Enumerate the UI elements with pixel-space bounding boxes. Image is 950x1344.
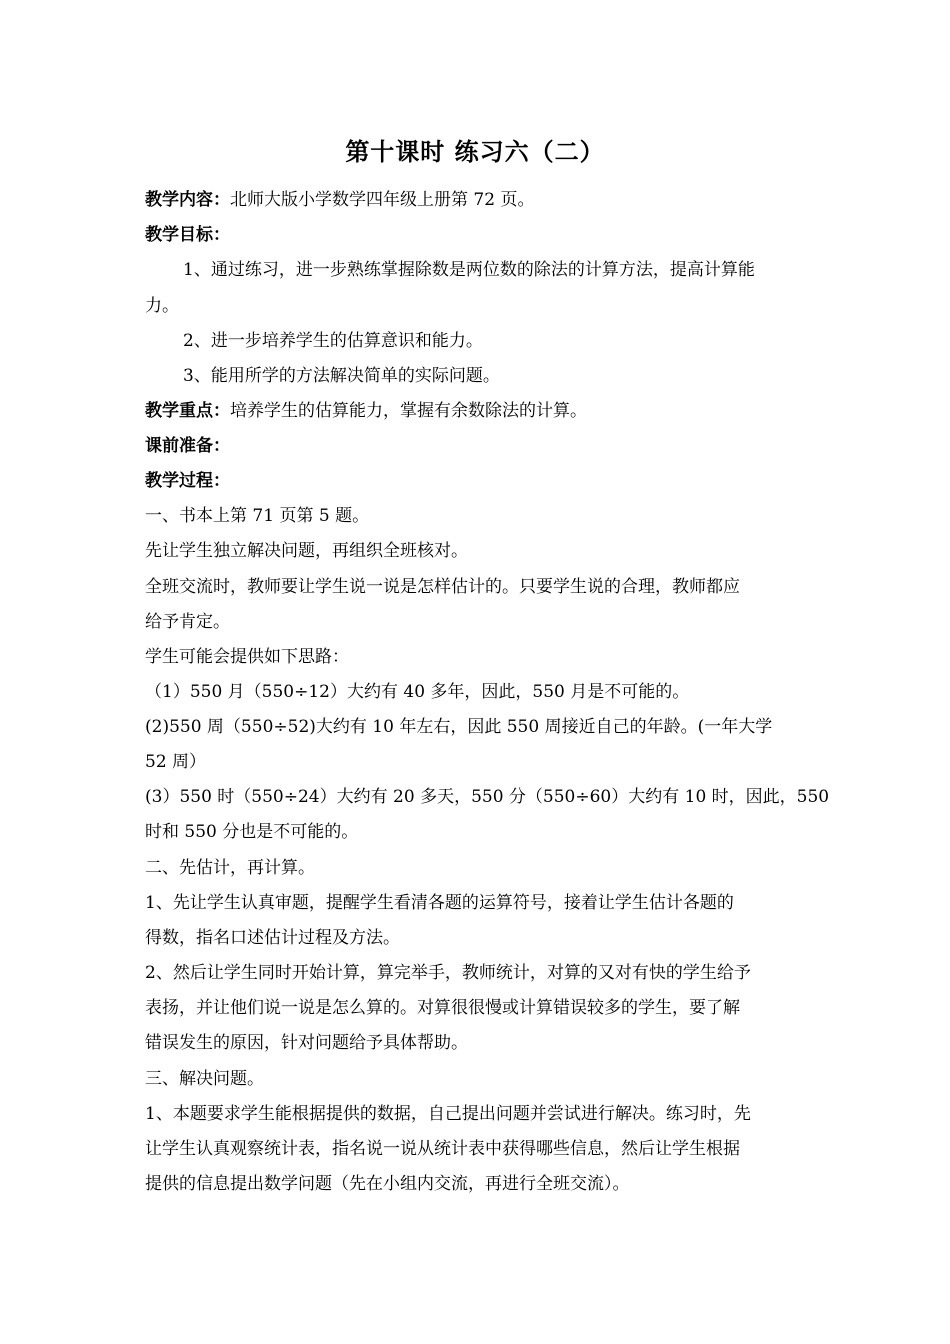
focus-text: 培养学生的估算能力，掌握有余数除法的计算。 (230, 401, 587, 421)
section-3-paragraph: 让学生认真观察统计表，指名说一说从统计表中获得哪些信息，然后让学生根据 (145, 1139, 740, 1159)
objective-1-line-2: 力。 (145, 296, 179, 316)
objectives-label: 教学目标： (145, 225, 230, 245)
focus-label: 教学重点： (145, 401, 230, 421)
section-3-paragraph: 1、本题要求学生能根据提供的数据，自己提出问题并尝试进行解决。练习时，先 (145, 1104, 751, 1124)
section-1-heading: 一、书本上第 71 页第 5 题。 (145, 506, 370, 526)
section-2-paragraph: 错误发生的原因，针对问题给予具体帮助。 (145, 1033, 468, 1053)
section-2-paragraph: 2、然后让学生同时开始计算，算完举手，教师统计，对算的又对有快的学生给予 (145, 963, 751, 983)
section-1-paragraph: 先让学生独立解决问题，再组织全班核对。 (145, 541, 468, 561)
idea-1: （1）550 月（550÷12）大约有 40 多年，因此，550 月是不可能的。 (145, 682, 690, 702)
objective-2: 2、进一步培养学生的估算意识和能力。 (183, 331, 483, 351)
prep-label: 课前准备： (145, 436, 230, 456)
content-label: 教学内容： (145, 190, 230, 210)
idea-2: 52 周） (145, 752, 207, 772)
section-2-paragraph: 得数，指名口述估计过程及方法。 (145, 928, 400, 948)
objective-1-line-1: 1、通过练习，进一步熟练掌握除数是两位数的除法的计算方法，提高计算能 (183, 260, 755, 280)
section-2-heading: 二、先估计，再计算。 (145, 858, 315, 878)
process-label: 教学过程： (145, 471, 230, 491)
section-2-paragraph: 表扬，并让他们说一说是怎么算的。对算很很慢或计算错误较多的学生，要了解 (145, 998, 740, 1018)
focus-line (145, 399, 815, 423)
idea-2: (2)550 周（550÷52)大约有 10 年左右，因此 550 周接近自己的年龄。(一年大学 (145, 717, 773, 737)
content-line (145, 188, 815, 212)
section-3-paragraph: 提供的信息提出数学问题（先在小组内交流，再进行全班交流）。 (145, 1174, 630, 1194)
content-text: 北师大版小学数学四年级上册第 72 页。 (230, 190, 535, 210)
section-3-heading: 三、解决问题。 (145, 1069, 264, 1089)
idea-3: 时和 550 分也是不可能的。 (145, 822, 359, 842)
section-2-paragraph: 1、先让学生认真审题，提醒学生看清各题的运算符号，接着让学生估计各题的 (145, 893, 734, 913)
idea-3: (3）550 时（550÷24）大约有 20 多天，550 分（550÷60）大约有 10 时，因此，550 (145, 787, 830, 807)
page-title: 第十课时 练习六（二） (345, 137, 605, 166)
objective-3: 3、能用所学的方法解决简单的实际问题。 (183, 366, 500, 386)
section-1-paragraph: 给予肯定。 (145, 612, 230, 632)
section-1-paragraph: 学生可能会提供如下思路： (145, 647, 349, 667)
section-1-paragraph: 全班交流时，教师要让学生说一说是怎样估计的。只要学生说的合理，教师都应 (145, 577, 740, 597)
